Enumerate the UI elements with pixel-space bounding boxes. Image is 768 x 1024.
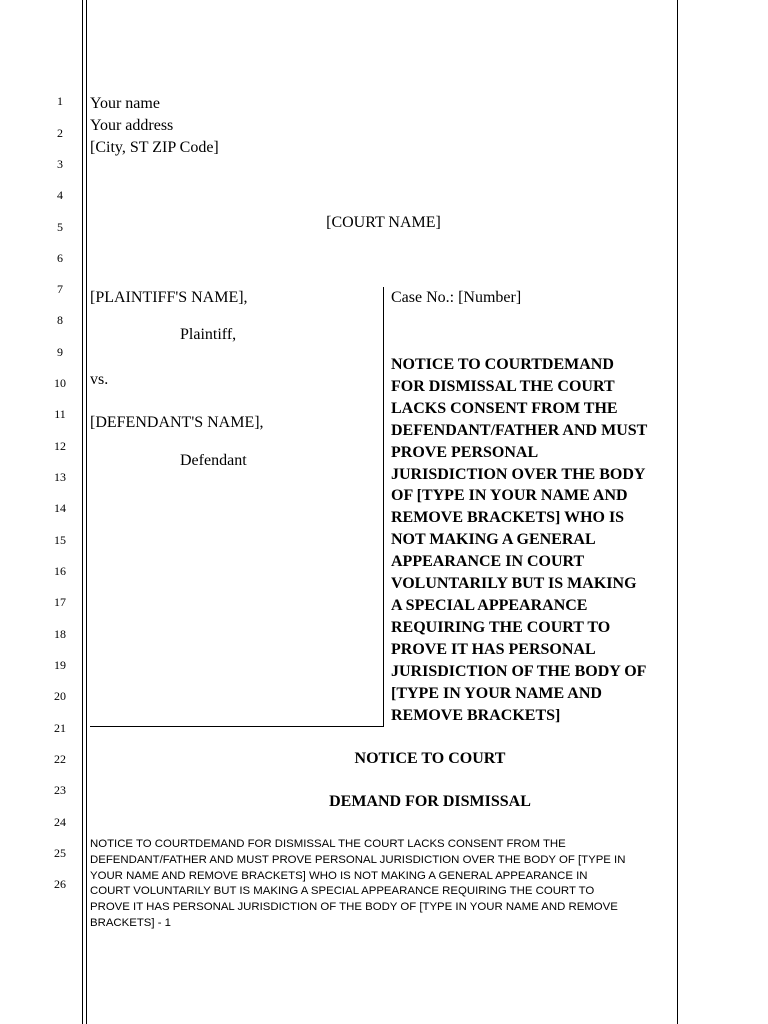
line-number: 10 — [54, 376, 66, 390]
defendant-name: [DEFENDANT'S NAME], — [90, 414, 264, 431]
line-number: 17 — [54, 595, 66, 609]
heading-notice-to-court: NOTICE TO COURT — [354, 750, 506, 767]
line-number: 26 — [54, 877, 66, 891]
line-number: 8 — [57, 313, 63, 327]
line-number: 5 — [57, 220, 63, 234]
plaintiff-role: Plaintiff, — [180, 326, 237, 343]
filer-address: Your address — [90, 117, 174, 134]
line-number: 16 — [54, 564, 66, 578]
line-number: 6 — [57, 251, 63, 265]
caption-divider-horizontal — [90, 726, 384, 727]
page-footer: NOTICE TO COURTDEMAND FOR DISMISSAL THE COURT LACKS CONSENT FROM THE DEFENDANT/FATHER AND MUST PROVE PERSONAL JURISDICTION OVER THE BODY OF [TYPE IN YOUR NAME AND REMOVE BRACKETS] WHO IS NOT MAKING A GENERAL APPEARANCE IN COURT VOLUNTARILY BUT IS MAKING A SPECIAL APPEARANCE REQUIRING THE COURT TO PROVE IT HAS PERSONAL JURISDICTION OF THE BODY OF [TYPE IN YOUR NAME AND REMOVE BRACKETS] - 1 — [90, 838, 626, 929]
filer-name: Your name — [90, 95, 160, 112]
line-number: 23 — [54, 783, 66, 797]
line-number: 3 — [57, 157, 63, 171]
caption-divider-vertical — [383, 287, 384, 727]
line-number: 12 — [54, 439, 66, 453]
line-number: 13 — [54, 470, 66, 484]
left-margin-rule-inner — [86, 0, 87, 1024]
case-number: Case No.: [Number] — [391, 289, 522, 306]
line-number: 9 — [57, 345, 63, 359]
line-number: 24 — [54, 815, 66, 829]
line-number: 19 — [54, 658, 66, 672]
line-number: 20 — [54, 689, 66, 703]
left-margin-rule-outer — [82, 0, 83, 1024]
defendant-role: Defendant — [180, 452, 247, 469]
versus-label: vs. — [90, 371, 109, 388]
line-number: 15 — [54, 533, 66, 547]
line-number: 7 — [57, 282, 63, 296]
heading-demand-for-dismissal: DEMAND FOR DISMISSAL — [329, 793, 531, 810]
plaintiff-name: [PLAINTIFF'S NAME], — [90, 289, 248, 306]
line-number: 11 — [54, 407, 66, 421]
line-number: 21 — [54, 721, 66, 735]
line-number: 18 — [54, 627, 66, 641]
court-name: [COURT NAME] — [326, 214, 441, 231]
filer-city: [City, ST ZIP Code] — [90, 139, 219, 156]
line-number: 14 — [54, 501, 66, 515]
document-title: NOTICE TO COURTDEMAND FOR DISMISSAL THE COURT LACKS CONSENT FROM THE DEFENDANT/FATHER AND MUST PROVE PERSONAL JURISDICTION OVER THE BODY OF [TYPE IN YOUR NAME AND REMOVE BRACKETS] WHO IS NOT MAKING A GENERAL APPEARANCE IN COURT VOLUNTARILY BUT IS MAKING A SPECIAL APPEARANCE REQUIRING THE COURT TO PROVE IT HAS PERSONAL JURISDICTION OF THE BODY OF [TYPE IN YOUR NAME AND REMOVE BRACKETS] — [391, 356, 648, 724]
line-number: 2 — [57, 126, 63, 140]
line-number: 4 — [57, 188, 63, 202]
line-number: 1 — [57, 94, 63, 108]
line-number: 25 — [54, 846, 66, 860]
line-number: 22 — [54, 752, 66, 766]
